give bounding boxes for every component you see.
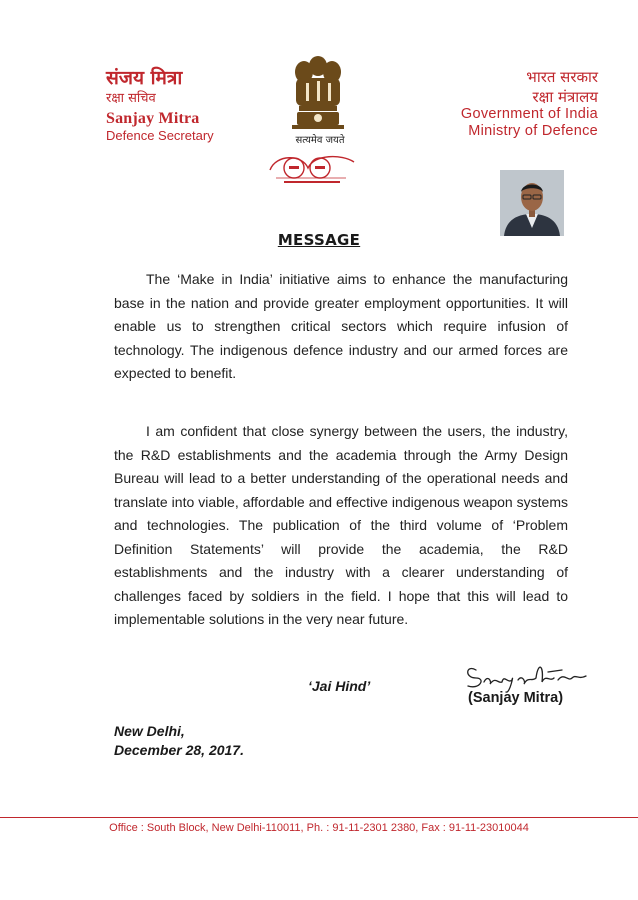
message-paragraph-2 xyxy=(114,420,568,632)
sender-designation-hindi: रक्षा सचिव xyxy=(106,90,156,106)
ministry-name: Ministry of Defence xyxy=(468,123,598,140)
government-hindi: भारत सरकार xyxy=(526,68,598,86)
ministry-block xyxy=(461,68,598,141)
paragraph-text: I am confident that close synergy between the users, the industry, the R&D establishments and the academia through the Army Design Bureau will lead to a better understanding of the operational needs and translate into viable, affordable and effective indigenous weapon systems and technologies. The publication of the third volume of ‘Problem Definition Statements’ will provide the academia, the R&D establishments and the industry with a clearer understanding of challenges faced by soldiers in the field. I hope that this will lead to implementable solutions in the very near future. xyxy=(114,423,568,627)
message-paragraph-1 xyxy=(114,268,568,386)
place: New Delhi, xyxy=(114,723,185,739)
commemorative-logo-icon xyxy=(262,148,362,188)
closing-salutation: ‘Jai Hind’ xyxy=(308,678,371,694)
sender-name: Sanjay Mitra xyxy=(106,109,200,127)
sender-block xyxy=(106,68,214,144)
date: December 28, 2017. xyxy=(114,742,244,758)
paragraph-text: The ‘Make in India’ initiative aims to enhance the manufacturing base in the nation and provide greater employment opportunities. It will enable us to strengthen critical sectors which require infusion of technology. The indigenous defence industry and our armed forces are expected to benefit. xyxy=(114,271,568,381)
footer-divider xyxy=(0,817,638,818)
page-title: MESSAGE xyxy=(277,231,361,249)
signatory-name: (Sanjay Mitra) xyxy=(468,690,564,706)
ministry-hindi: रक्षा मंत्रालय xyxy=(532,88,598,106)
sender-name-hindi: संजय मित्रा xyxy=(106,67,183,89)
government-name: Government of India xyxy=(460,106,598,122)
sender-designation: Defence Secretary xyxy=(106,128,214,144)
portrait-photo xyxy=(500,170,564,236)
emblem-motto: सत्यमेव जयते xyxy=(295,135,345,146)
footer-address: Office : South Block, New Delhi-110011, Ph. : 91-11-2301 2380, Fax : 91-11-23010044 xyxy=(109,822,529,834)
place-date-block xyxy=(114,722,244,760)
